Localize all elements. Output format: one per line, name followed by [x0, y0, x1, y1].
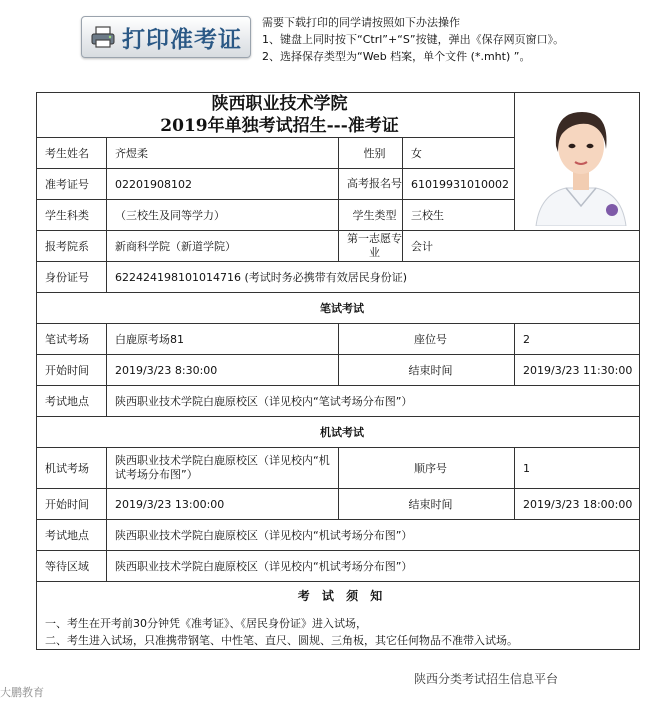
- school-name: 陕西职业技术学院: [211, 94, 348, 114]
- notice-line: 二、考生进入试场，只准携带钢笔、中性笔、直尺、圆规、三角板，其它任何物品不准带入试场。: [45, 634, 518, 647]
- gender-label: 性别: [339, 138, 403, 169]
- computer-start-label: 开始时间: [37, 489, 107, 520]
- id-label: 身份证号: [37, 262, 107, 293]
- notice-title: 考 试 须 知: [297, 589, 387, 603]
- seat-value: 2: [515, 324, 640, 355]
- seq-label: 顺序号: [339, 448, 515, 489]
- gaokao-label: 高考报名号: [339, 169, 403, 200]
- student-type-label: 学生类型: [339, 200, 403, 231]
- computer-room-label: 机试考场: [37, 448, 107, 489]
- instruction-line: 2、选择保存类型为“Web 档案，单个文件 (*.mht) ”。: [262, 50, 531, 63]
- written-place-value: 陕西职业技术学院白鹿原校区（详见校内“笔试考场分布图”）: [107, 386, 640, 417]
- printer-icon: [90, 25, 116, 49]
- id-value: 622424198101014716 (考试时务必携带有效居民身份证): [107, 262, 640, 293]
- save-instructions: [262, 14, 564, 65]
- seat-label: 座位号: [339, 324, 515, 355]
- print-button[interactable]: [81, 16, 251, 58]
- ticket-value: 02201908102: [107, 169, 339, 200]
- written-room-label: 笔试考场: [37, 324, 107, 355]
- subject-value: （三校生及同等学力）: [107, 200, 339, 231]
- gaokao-value: 61019931010002: [403, 169, 515, 200]
- exam-notice: [37, 582, 640, 650]
- major-label: 第一志愿专业: [339, 231, 403, 262]
- avatar: [526, 94, 636, 226]
- ticket-label: 准考证号: [37, 169, 107, 200]
- computer-end-value: 2019/3/23 18:00:00: [515, 489, 640, 520]
- print-button-label: 打印准考证: [122, 25, 242, 53]
- written-start-label: 开始时间: [37, 355, 107, 386]
- written-end-value: 2019/3/23 11:30:00: [515, 355, 640, 386]
- dept-label: 报考院系: [37, 231, 107, 262]
- computer-place-label: 考试地点: [37, 520, 107, 551]
- candidate-photo: [515, 93, 640, 231]
- dept-value: 新商科学院（新道学院）: [107, 231, 339, 262]
- ticket-header: [37, 93, 515, 138]
- exam-title: 2019年单独考试招生---准考证: [160, 116, 399, 136]
- written-room-value: 白鹿原考场81: [107, 324, 339, 355]
- computer-room-value: 陕西职业技术学院白鹿原校区（详见校内“机试考场分布图”）: [107, 448, 339, 489]
- instruction-line: 需要下载打印的同学请按照如下办法操作: [262, 16, 460, 29]
- admission-ticket-table: [36, 92, 640, 650]
- notice-line: 一、考生在开考前30分钟凭《准考证》、《居民身份证》进入试场，: [45, 617, 367, 630]
- written-start-value: 2019/3/23 8:30:00: [107, 355, 339, 386]
- written-end-label: 结束时间: [339, 355, 515, 386]
- subject-label: 学生科类: [37, 200, 107, 231]
- wait-area-value: 陕西职业技术学院白鹿原校区（详见校内“机试考场分布图”）: [107, 551, 640, 582]
- seq-value: 1: [515, 448, 640, 489]
- written-place-label: 考试地点: [37, 386, 107, 417]
- computer-end-label: 结束时间: [339, 489, 515, 520]
- computer-start-value: 2019/3/23 13:00:00: [107, 489, 339, 520]
- student-type-value: 三校生: [403, 200, 515, 231]
- left-watermark: 大鹏教育: [0, 686, 44, 699]
- computer-place-value: 陕西职业技术学院白鹿原校区（详见校内“机试考场分布图”）: [107, 520, 640, 551]
- name-label: 考生姓名: [37, 138, 107, 169]
- gender-value: 女: [403, 138, 515, 169]
- name-value: 齐煜柔: [107, 138, 339, 169]
- computer-exam-title: 机试考试: [37, 417, 640, 448]
- major-value: 会计: [403, 231, 640, 262]
- instruction-line: 1、键盘上同时按下“Ctrl”+“S”按键，弹出《保存网页窗口》。: [262, 33, 565, 46]
- written-exam-title: 笔试考试: [37, 293, 640, 324]
- wait-area-label: 等待区域: [37, 551, 107, 582]
- platform-watermark: 陕西分类考试招生信息平台: [414, 672, 559, 686]
